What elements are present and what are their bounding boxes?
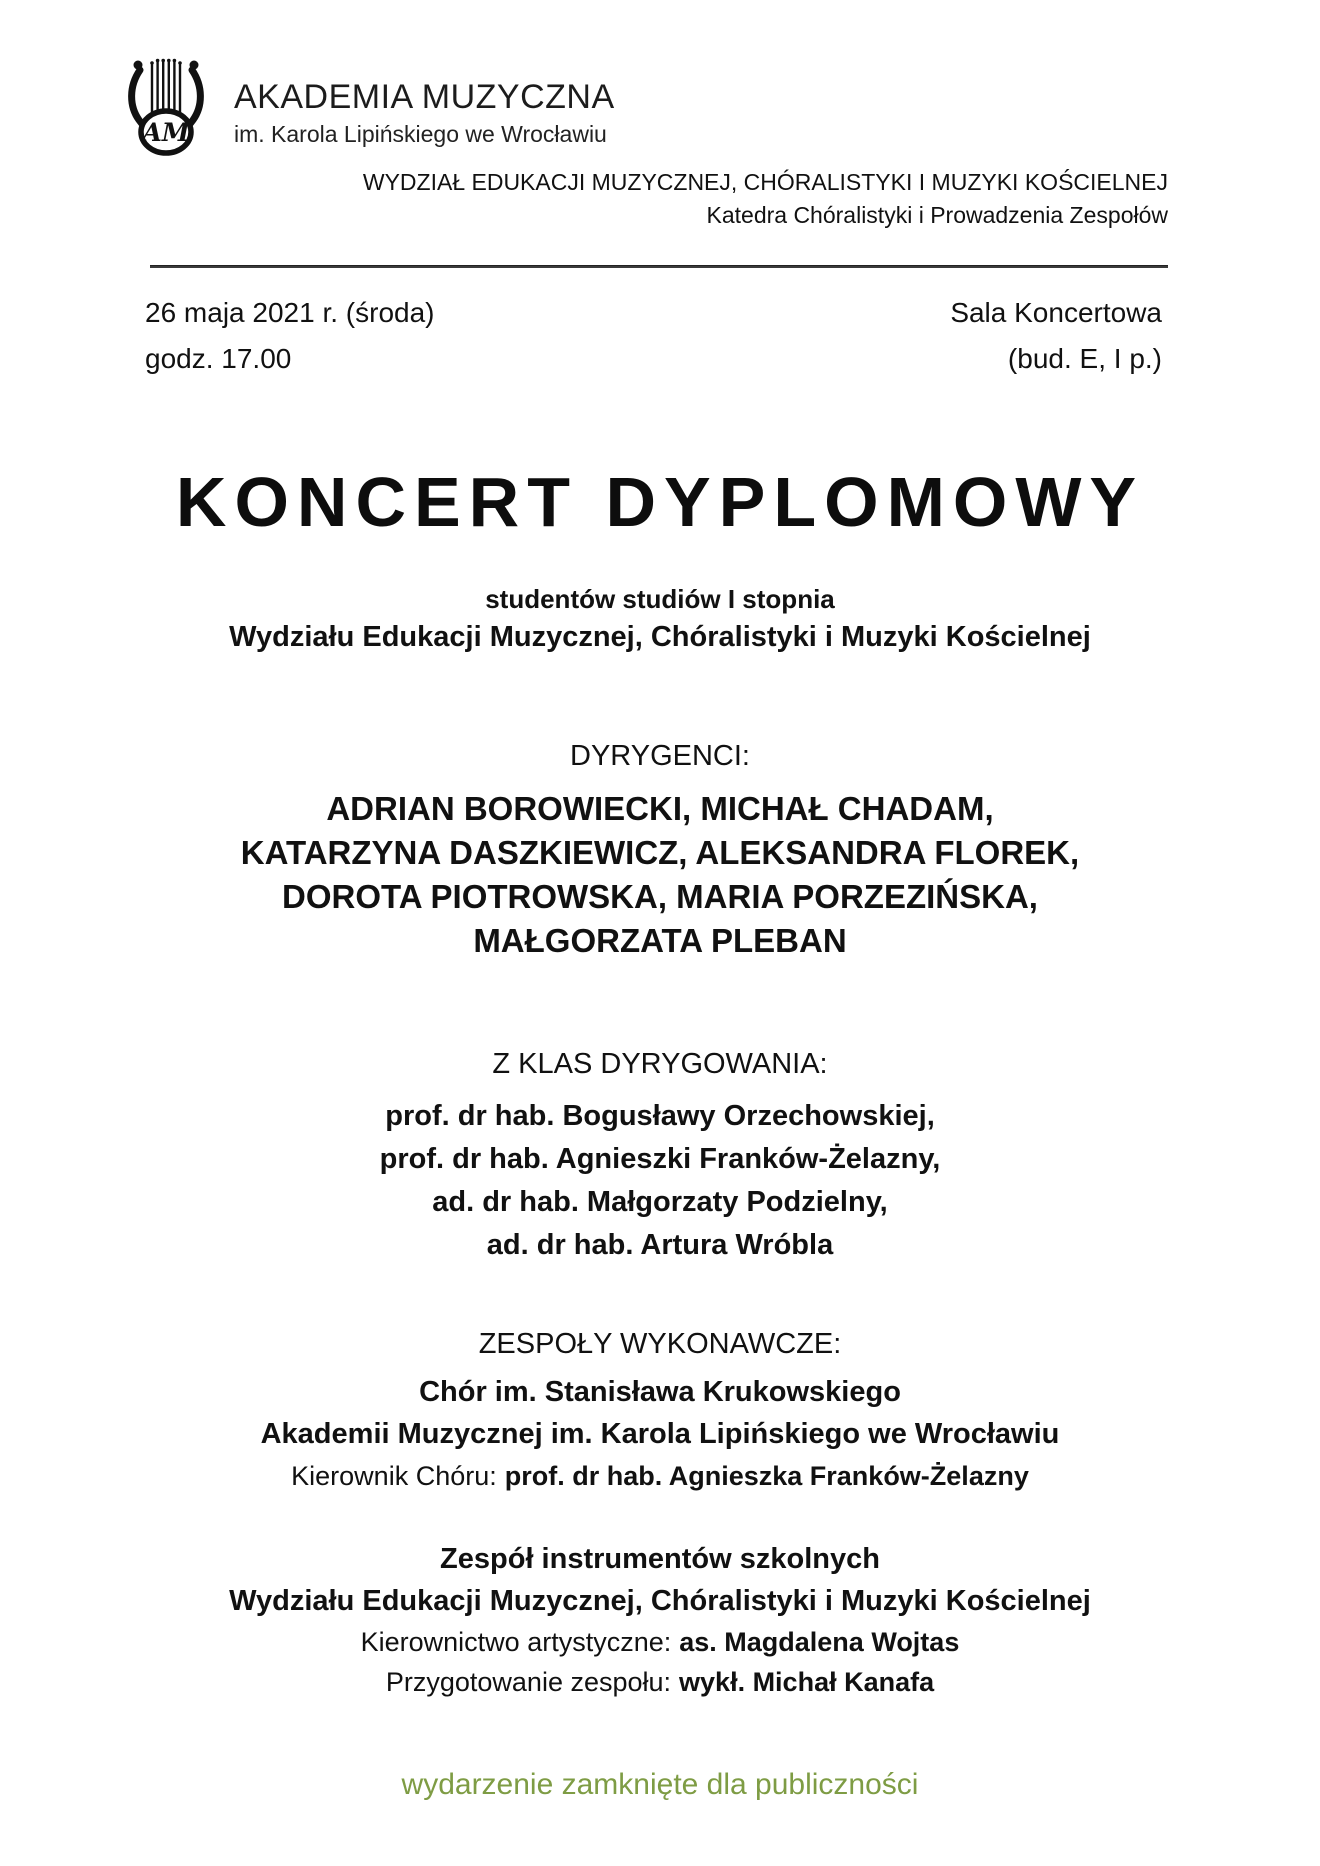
instrumental-prep-line (0, 1662, 1320, 1702)
classes-heading: Z KLAS DYRYGOWANIA: (492, 1048, 828, 1080)
instrumental-name-line-2: Wydziału Edukacji Muzycznej, Chóralistyki i Muzyki Kościelnej (229, 1585, 1091, 1617)
academy-header (116, 54, 615, 171)
choir-director-line (0, 1455, 1320, 1497)
instrumental-artistic-label: Kierownictwo artystyczne: (360, 1627, 672, 1657)
conductors-line: KATARZYNA DASZKIEWICZ, ALEKSANDRA FLOREK, (240, 834, 1080, 871)
instrumental-prep-label: Przygotowanie zespołu: (385, 1667, 672, 1697)
event-date: 26 maja 2021 r. (środa) (145, 297, 435, 328)
venue-name: Sala Koncertowa (950, 297, 1162, 328)
conductors-heading: DYRYGENCI: (570, 740, 750, 772)
ensembles-heading: ZESPOŁY WYKONAWCZE: (478, 1328, 842, 1360)
concert-title: KONCERT DYPLOMOWY (175, 463, 1145, 541)
department-name: Katedra Chóralistyki i Prowadzenia Zespołów (706, 202, 1168, 228)
instrumental-name-line-1: Zespół instrumentów szkolnych (440, 1543, 880, 1575)
faculty-name: WYDZIAŁ EDUKACJI MUZYCZNEJ, CHÓRALISTYKI I MUZYKI KOŚCIELNEJ (362, 169, 1168, 195)
choir-name-line-2: Akademii Muzycznej im. Karola Lipińskiego we Wrocławiu (260, 1418, 1060, 1450)
lyre-icon (116, 54, 216, 171)
instrumental-artistic-name: as. Magdalena Wojtas (679, 1627, 960, 1657)
logo-monogram: AM (142, 118, 190, 147)
divider-line (150, 265, 1168, 268)
event-info (145, 290, 1162, 382)
faculty-block (150, 166, 1168, 232)
concert-subtitle-block (0, 584, 1320, 654)
event-info-row-2 (145, 336, 1162, 382)
academy-name: AKADEMIA MUZYCZNA (234, 77, 615, 116)
concert-subtitle-faculty: Wydziału Edukacji Muzycznej, Chóralistyki i Muzyki Kościelnej (229, 621, 1091, 653)
classes-line: ad. dr hab. Artura Wróbla (486, 1229, 834, 1261)
conductors-section (0, 740, 1320, 963)
conductors-line: MAŁGORZATA PLEBAN (473, 922, 847, 959)
ensembles-choir-section (0, 1328, 1320, 1497)
choir-director-name: prof. dr hab. Agnieszka Franków-Żelazny (504, 1461, 1029, 1491)
classes-line: ad. dr hab. Małgorzaty Podzielny, (432, 1186, 888, 1218)
closed-event-notice: wydarzenie zamknięte dla publiczności (401, 1768, 919, 1801)
choir-name-line-1: Chór im. Stanisława Krukowskiego (419, 1376, 901, 1408)
instrumental-artistic-line (0, 1622, 1320, 1662)
conducting-classes-section (0, 1048, 1320, 1267)
instrumental-prep-name: wykł. Michał Kanafa (679, 1667, 935, 1697)
event-info-row-1 (145, 290, 1162, 336)
classes-line: prof. dr hab. Agnieszki Franków-Żelazny, (379, 1143, 941, 1175)
conductors-line: ADRIAN BOROWIECKI, MICHAŁ CHADAM, (326, 790, 994, 827)
classes-line: prof. dr hab. Bogusławy Orzechowskiej, (385, 1100, 935, 1132)
event-time: godz. 17.00 (145, 343, 292, 374)
choir-director-label: Kierownik Chóru: (291, 1461, 497, 1491)
venue-detail: (bud. E, I p.) (1007, 343, 1162, 374)
academy-subtitle: im. Karola Lipińskiego we Wrocławiu (234, 120, 607, 147)
conductors-line: DOROTA PIOTROWSKA, MARIA PORZEZIŃSKA, (282, 878, 1038, 915)
academy-name-block (234, 78, 615, 148)
concert-subtitle-students: studentów studiów I stopnia (485, 584, 835, 614)
ensembles-instrumental-section (0, 1538, 1320, 1702)
